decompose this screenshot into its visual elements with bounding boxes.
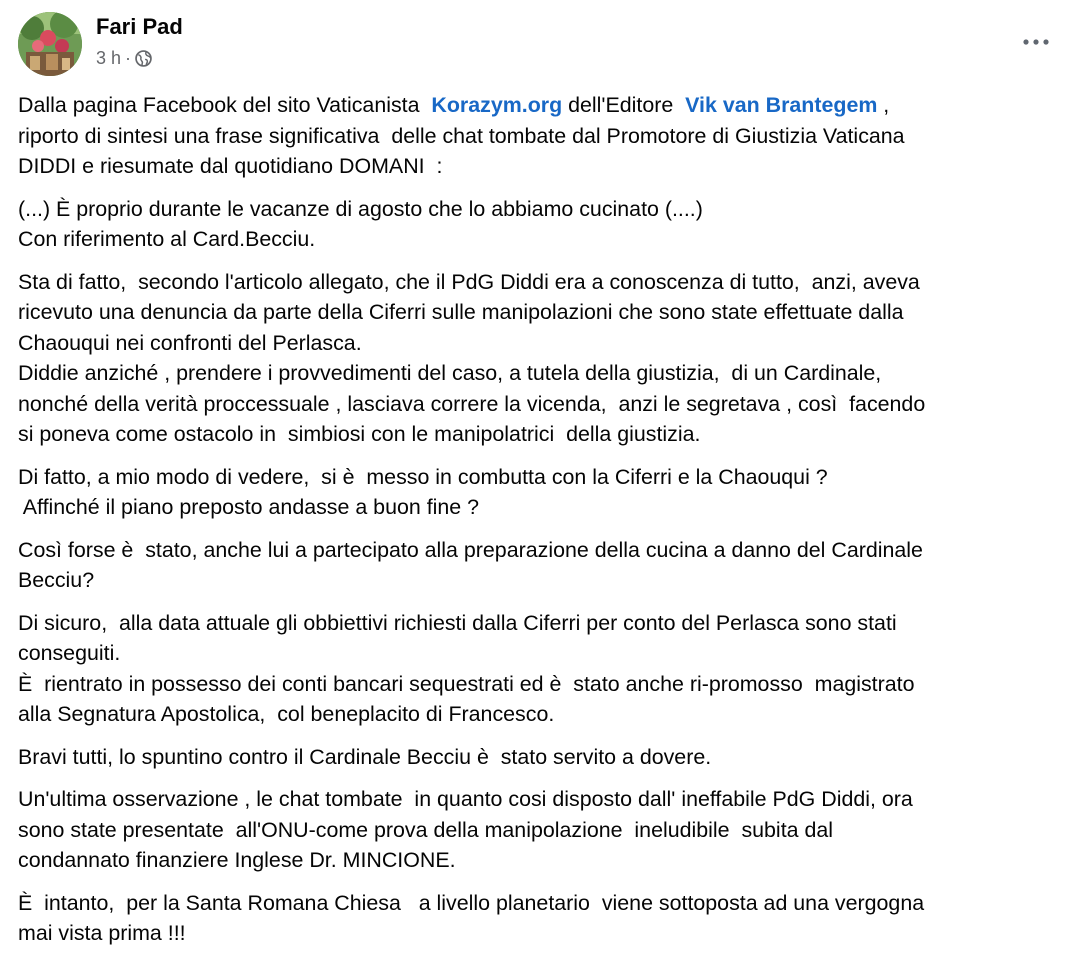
- post-text: Sta di fatto, secondo l'articolo allegato, che il PdG Diddi era a conoscenza di tutto, anzi, aveva: [18, 269, 920, 294]
- post-paragraph: [18, 194, 1063, 255]
- post-text: nonché della verità proccessuale , lasciava correre la vicenda, anzi le segretava , così facendo: [18, 391, 926, 416]
- post-link[interactable]: Korazym.org: [431, 93, 563, 117]
- post-text: ,: [877, 93, 890, 117]
- post-paragraph: [18, 608, 1063, 730]
- post-text: Bravi tutti, lo spuntino contro il Cardinale Becciu è stato servito a dovere.: [18, 744, 712, 769]
- post-text: alla Segnatura Apostolica, col beneplacito di Francesco.: [18, 702, 555, 726]
- post-text: dell'Editore: [562, 93, 686, 117]
- post-text: condannato finanziere Inglese Dr. MINCIONE.: [18, 848, 456, 872]
- post-text: Dalla pagina Facebook del sito Vaticanista: [18, 93, 432, 117]
- post-timestamp[interactable]: 3 h: [96, 48, 122, 68]
- author-name[interactable]: Fari Pad: [96, 14, 183, 39]
- post-text: si poneva come ostacolo in simbiosi con le manipolatrici della giustizia.: [18, 422, 701, 446]
- more-options-button[interactable]: [1018, 28, 1054, 56]
- post-paragraph: [18, 888, 1063, 949]
- post-text: conseguiti.: [18, 641, 121, 665]
- post-paragraph: [18, 784, 1063, 876]
- post-text: Di sicuro, alla data attuale gli obbiettivi richiesti dalla Ciferri per conto del Perlasca sono stati: [18, 610, 897, 635]
- post-paragraph: [18, 267, 1063, 450]
- post-text: ricevuto una denuncia da parte della Ciferri sulle manipolazioni che sono state effettuate dalla: [18, 300, 904, 324]
- post-text: DIDDI e riesumate dal quotidiano DOMANI :: [18, 154, 443, 178]
- globe-icon: [135, 50, 152, 67]
- post-text: riporto di sintesi una frase significativa delle chat tombate dal Promotore di Giustizia Vaticana: [18, 123, 905, 148]
- post-paragraph: [18, 535, 1063, 596]
- meta-separator: ·: [125, 48, 132, 68]
- avatar[interactable]: [18, 12, 82, 76]
- post-paragraph: [18, 742, 1063, 773]
- post-header: [18, 12, 1058, 76]
- post-paragraph: [18, 90, 1063, 182]
- post-text: Chaouqui nei confronti del Perlasca.: [18, 330, 362, 355]
- post-text: Così forse è stato, anche lui a partecipato alla preparazione della cucina a danno del Cardinale: [18, 537, 923, 562]
- post-paragraph: [18, 462, 1063, 523]
- post-text: Becciu?: [18, 568, 95, 592]
- post-text: È intanto, per la Santa Romana Chiesa a livello planetario viene sottoposta ad una vergogna: [18, 890, 925, 915]
- post-text: Di fatto, a mio modo di vedere, si è messo in combutta con la Ciferri e la Chaouqui ?: [18, 464, 828, 489]
- post-text: Affinché il piano preposto andasse a buon fine ?: [18, 495, 480, 519]
- post-text: È rientrato in possesso dei conti bancari sequestrati ed è stato anche ri-promosso magistrato: [18, 671, 915, 696]
- post-meta: [96, 48, 152, 69]
- post-text: Con riferimento al Card.Becciu.: [18, 227, 316, 251]
- post-text: (...) È proprio durante le vacanze di agosto che lo abbiamo cucinato (....): [18, 196, 703, 221]
- post-text: Un'ultima osservazione , le chat tombate in quanto cosi disposto dall' ineffabile PdG Diddi, ora: [18, 787, 913, 811]
- post-text: Diddie anziché , prendere i provvedimenti del caso, a tutela della giustizia, di un Cardinale,: [18, 361, 882, 385]
- post-text: sono state presentate all'ONU-come prova della manipolazione ineludibile subita dal: [18, 817, 834, 842]
- post-link[interactable]: Vik van Brantegem: [685, 93, 878, 117]
- post-text: mai vista prima !!!: [18, 921, 186, 945]
- post-body: [18, 90, 1063, 961]
- more-options-icon: [1021, 38, 1051, 46]
